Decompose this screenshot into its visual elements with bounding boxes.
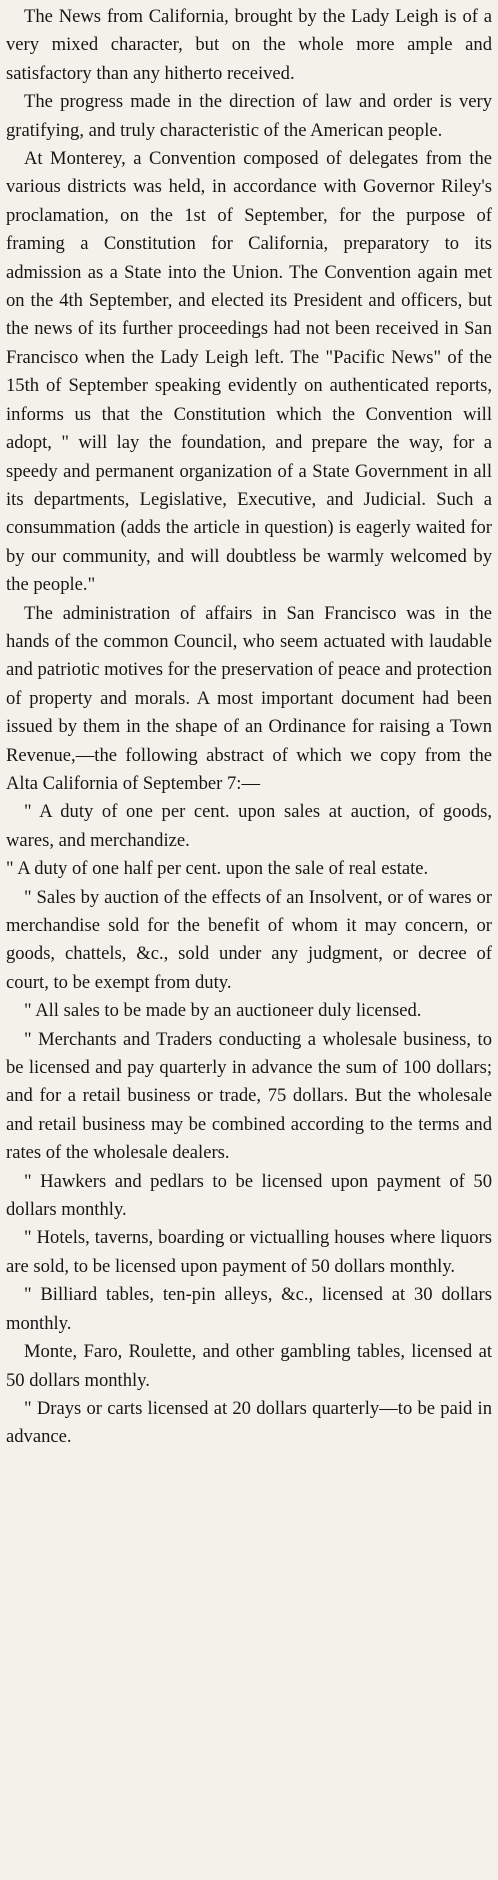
paragraph-drays-carts: " Drays or carts licensed at 20 dollars quarterly—to be paid in advance.	[6, 1397, 492, 1448]
paragraph-monterey-convention: At Monterey, a Convention composed of delegates from the various districts was held, in accordance with Governor Riley's proclamation, on the 1st of September, for the purpose of framing a Constitution for California, preparatory to its admission as a State into the Union. The Convention again met on the 4th September, and elected its President and officers, but the news of its further proceedings had not been received in San Francisco when the Lady Leigh left. The "Pacific News" of the 15th of September speaking evidently on authenticated reports, informs us that the Constitution which the Convention will adopt, " will lay the foundation, and prepare the way, for a speedy and permanent organization of a State Government in all its departments, Legislative, Executive, and Judicial. Such a consummation (adds the article in question) is eagerly waited for by our community, and will doubtless be warmly welcomed by the people."	[6, 148, 492, 596]
paragraph-licensed-auctioneer: " All sales to be made by an auctioneer duly licensed.	[24, 1000, 422, 1022]
paragraph-insolvent-sales: " Sales by auction of the effects of an Insolvent, or of wares or merchandise sold for the benefit of whom it may concern, or goods, chattels, &c., sold under any judgment, or decree of court, to be exempt from duty.	[6, 886, 492, 993]
paragraph-real-estate-duty: " A duty of one half per cent. upon the sale of real estate.	[6, 858, 429, 880]
paragraph-gambling-tables: Monte, Faro, Roulette, and other gambling tables, licensed at 50 dollars monthly.	[6, 1341, 492, 1391]
paragraph-san-francisco-council: The administration of affairs in San Francisco was in the hands of the common Council, who seem actuated with laudable and patriotic motives for the preservation of peace and protection of property and morals. A most important document had been issued by them in the shape of an Ordinance for raising a Town Revenue,—the following abstract of which we copy from the Alta California of September 7:—	[6, 602, 492, 794]
paragraph-billiard-tables: " Billiard tables, ten-pin alleys, &c., licensed at 30 dollars monthly.	[6, 1284, 492, 1334]
paragraph-merchants-traders: " Merchants and Traders conducting a wholesale business, to be licensed and pay quarterly in advance the sum of 100 dollars; and for a retail business or trade, 75 dollars. But the wholesale and retail business may be combined according to the terms and rates of the wholesale dealers.	[6, 1028, 492, 1164]
paragraph-law-and-order: The progress made in the direction of law and order is very gratifying, and truly characteristic of the American people.	[6, 91, 492, 141]
paragraph-california-news: The News from California, brought by the Lady Leigh is of a very mixed character, but on the whole more ample and satisfactory than any hitherto received.	[6, 6, 492, 84]
paragraph-hotels-taverns: " Hotels, taverns, boarding or victualling houses where liquors are sold, to be licensed upon payment of 50 dollars monthly.	[6, 1227, 492, 1277]
paragraph-auction-duty: " A duty of one per cent. upon sales at auction, of goods, wares, and merchandize.	[6, 801, 492, 851]
paragraph-hawkers-pedlars: " Hawkers and pedlars to be licensed upon payment of 50 dollars monthly.	[6, 1170, 492, 1221]
